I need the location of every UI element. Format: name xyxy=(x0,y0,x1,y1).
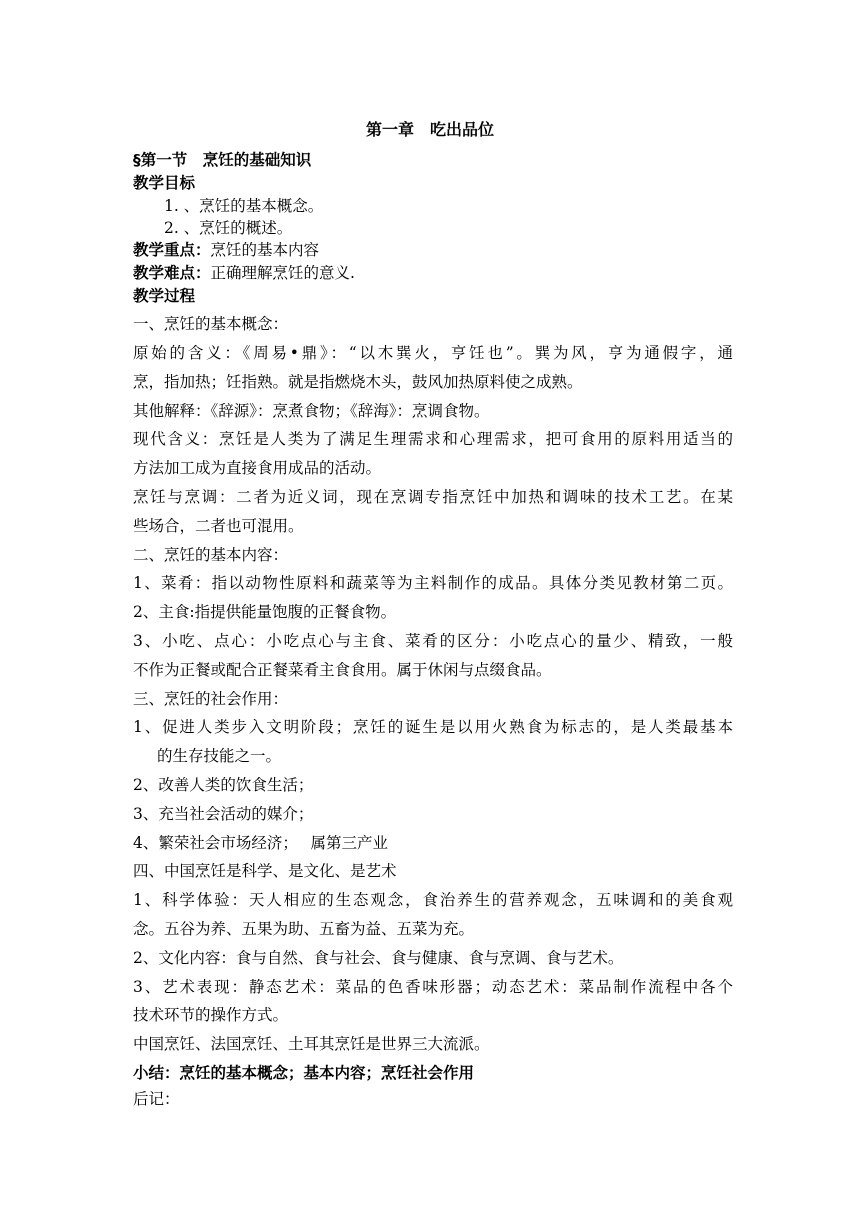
list-item: 2、改善人类的饮食生活； xyxy=(133,776,314,794)
list-item: 1、菜肴：指以动物性原料和蔬菜等为主料制作的成品。具体分类见教材第二页。 xyxy=(133,574,733,592)
difficult-label: 教学难点： xyxy=(133,264,211,282)
list-item: 1、科学体验：天人相应的生态观念，食治养生的营养观念，五味调和的美食观 xyxy=(133,891,733,909)
goal-item: 1. 、烹饪的基本概念。 xyxy=(164,197,324,215)
key-label: 教学重点： xyxy=(133,241,211,259)
list-item: 3、充当社会活动的媒介； xyxy=(133,805,314,823)
paragraph-line: 方法加工成为直接食用成品的活动。 xyxy=(133,459,382,477)
section-heading: 四、中国烹饪是科学、是文化、是艺术 xyxy=(133,862,397,880)
list-item: 不作为正餐或配合正餐菜肴主食食用。属于休闲与点缀食品。 xyxy=(133,661,552,679)
list-item: 4、繁荣社会市场经济； 属第三产业 xyxy=(133,834,389,852)
goals-heading: 教学目标 xyxy=(133,174,196,192)
difficult-point xyxy=(133,262,733,284)
list-item: 技术环节的操作方式。 xyxy=(133,1006,289,1024)
list-item: 1、促进人类步入文明阶段；烹饪的诞生是以用火熟食为标志的，是人类最基本 xyxy=(133,718,733,736)
paragraph-line: 烹，指加热；饪指熟。就是指燃烧木头，鼓风加热原料使之成熟。 xyxy=(133,373,583,391)
paragraph-line: 些场合，二者也可混用。 xyxy=(133,517,304,535)
list-item: 2、文化内容：食与自然、食与社会、食与健康、食与烹调、食与艺术。 xyxy=(133,949,624,967)
paragraph-line: 中国烹饪、法国烹饪、土耳其烹饪是世界三大流派。 xyxy=(133,1035,490,1053)
key-point xyxy=(133,239,733,261)
paragraph-line: 现代含义：烹饪是人类为了满足生理需求和心理需求，把可食用的原料用适当的 xyxy=(133,430,733,448)
key-text: 烹饪的基本内容 xyxy=(210,241,320,259)
section-heading: 二、烹饪的基本内容： xyxy=(133,546,289,564)
process-heading: 教学过程 xyxy=(133,287,196,305)
list-item: 念。五谷为养、五果为助、五畜为益、五菜为充。 xyxy=(133,920,475,938)
summary: 小结：烹饪的基本概念；基本内容；烹饪社会作用 xyxy=(133,1064,475,1082)
list-item: 3、艺术表现：静态艺术：菜品的色香味形器；动态艺术：菜品制作流程中各个 xyxy=(133,978,733,996)
list-item: 3、小吃、点心：小吃点心与主食、菜肴的区分：小吃点心的量少、精致，一般 xyxy=(133,632,733,650)
chapter-title: 第一章 吃出品位 xyxy=(365,120,494,139)
difficult-text: 正确理解烹饪的意义. xyxy=(210,264,355,282)
section-title: §第一节 烹饪的基础知识 xyxy=(133,151,312,169)
paragraph-line: 原始的含义：《周易•鼎》：“以木巽火，亨饪也”。巽为风，亨为通假字，通 xyxy=(133,344,733,362)
section-heading: 一、烹饪的基本概念： xyxy=(133,315,289,333)
goal-item: 2. 、烹饪的概述。 xyxy=(164,219,293,237)
list-item: 2、主食:指提供能量饱腹的正餐食物。 xyxy=(133,603,397,621)
postscript: 后记： xyxy=(133,1090,180,1108)
paragraph-line: 烹饪与烹调：二者为近义词，现在烹调专指烹饪中加热和调味的技术工艺。在某 xyxy=(133,488,733,506)
paragraph-line: 其他解释：《辞源》：烹煮食物；《辞海》：烹调食物。 xyxy=(133,402,490,420)
section-heading: 三、烹饪的社会作用： xyxy=(133,690,289,708)
list-item: 的生存技能之一。 xyxy=(157,747,282,765)
